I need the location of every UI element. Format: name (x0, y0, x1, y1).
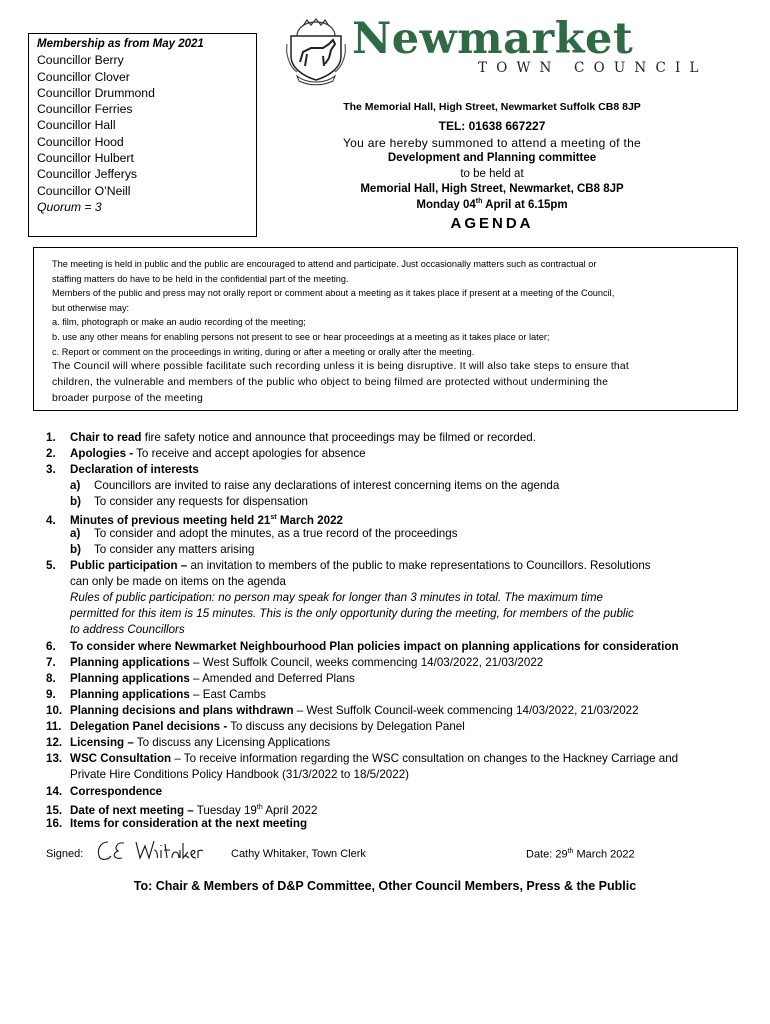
agenda-item: 1. Chair to read fire safety notice and announce that proceedings may be filmed or recorded. (46, 431, 536, 444)
quorum: Quorum = 3 (37, 199, 102, 214)
agenda-item: 3. Declaration of interests (46, 463, 199, 476)
agenda-item: 9. Planning applications – East Cambs (46, 688, 266, 701)
public-participation-rules: to address Councillors (70, 623, 185, 636)
agenda-item: 11. Delegation Panel decisions - To discuss any decisions by Delegation Panel (46, 720, 465, 733)
public-participation-rules: permitted for this item is 15 minutes. This is the only opportunity during the meeting, for members of the public (70, 607, 634, 620)
crest-horse-icon (283, 18, 349, 86)
agenda-item-continuation: can only be made on items on the agenda (70, 575, 286, 588)
notice-line: The Council will where possible facilitate such recording unless it is being disruptive. It will also take steps to ensure that (52, 361, 629, 373)
agenda-item: 10. Planning decisions and plans withdrawn – West Suffolk Council-week commencing 14/03/2022, 21/03/2022 (46, 704, 639, 717)
agenda-item: 8. Planning applications – Amended and Deferred Plans (46, 672, 355, 685)
membership-heading: Membership as from May 2021 (37, 38, 204, 50)
public-notice-box (33, 247, 738, 411)
signed-date: Date: 29th March 2022 (526, 848, 635, 861)
member-name: Councillor Hall (37, 118, 116, 133)
address: The Memorial Hall, High Street, Newmarket Suffolk CB8 8JP (343, 101, 641, 113)
agenda-title: AGENDA (450, 215, 534, 232)
notice-line: staffing matters do have to be held in the confidential part of the meeting. (52, 273, 349, 284)
agenda-item: 16. Items for consideration at the next meeting (46, 817, 308, 830)
signed-label: Signed: (46, 848, 84, 860)
membership-box (28, 33, 257, 237)
agenda-item: 7. Planning applications – West Suffolk Council, weeks commencing 14/03/2022, 21/03/2022 (46, 656, 544, 669)
telephone: TEL: 01638 667227 (438, 119, 546, 133)
agenda-subitem: b) To consider any requests for dispensation (70, 495, 308, 508)
member-name: Councillor Ferries (37, 102, 133, 117)
notice-line: c. Report or comment on the proceedings in writing, during or after a meeting or orally after the meeting. (52, 346, 475, 357)
agenda-item-continuation: Private Hire Conditions Policy Handbook (31/3/2022 to 18/5/2022) (70, 768, 409, 781)
agenda-item: 4. Minutes of previous meeting held 21st March 2022 (46, 513, 343, 527)
agenda-item: 6. To consider where Newmarket Neighbourhood Plan policies impact on planning applications for consideration (46, 640, 679, 653)
meeting-date: Monday 04th April at 6.15pm (416, 198, 568, 211)
agenda-item: 15. Date of next meeting – Tuesday 19th April 2022 (46, 803, 318, 817)
notice-line: Members of the public and press may not orally report or comment about a meeting as it takes place if present at a meeting of the Council, (52, 288, 615, 299)
brand-subtitle: TOWN COUNCIL (478, 60, 708, 76)
agenda-item: 2. Apologies - To receive and accept apologies for absence (46, 447, 366, 460)
venue: Memorial Hall, High Street, Newmarket, CB8 8JP (360, 183, 624, 195)
agenda-subitem: a) To consider and adopt the minutes, as a true record of the proceedings (70, 527, 458, 540)
member-name: Councillor Hulbert (37, 151, 134, 166)
signer-name: Cathy Whitaker, Town Clerk (231, 848, 366, 860)
handwritten-signature (94, 836, 206, 866)
member-name: Councillor Jefferys (37, 167, 138, 182)
agenda-item: 12. Licensing – To discuss any Licensing Applications (46, 736, 331, 749)
agenda-subitem: b) To consider any matters arising (70, 543, 255, 556)
notice-line: but otherwise may: (52, 302, 130, 313)
member-name: Councillor Berry (37, 53, 124, 68)
notice-line: b. use any other means for enabling persons not present to see or hear proceedings at a meeting as it takes place or later; (52, 331, 550, 342)
summons-text: You are hereby summoned to attend a meeting of the (342, 136, 642, 150)
held-at-text: to be held at (460, 168, 524, 180)
distribution-footer: To: Chair & Members of D&P Committee, Other Council Members, Press & the Public (133, 879, 637, 893)
agenda-item: 5. Public participation – an invitation to members of the public to make representations to Councillors. Resolutions (46, 559, 651, 572)
committee-name: Development and Planning committee (387, 152, 597, 164)
notice-line: broader purpose of the meeting (52, 393, 203, 405)
member-name: Councillor O’Neill (37, 183, 131, 198)
member-name: Councillor Clover (37, 69, 130, 84)
notice-line: The meeting is held in public and the public are encouraged to attend and participate. Just occasionally matters such as contractual or (52, 259, 597, 269)
agenda-item: 14. Correspondence (46, 785, 163, 798)
agenda-subitem: a) Councillors are invited to raise any declarations of interest concerning items on the agenda (70, 479, 560, 492)
agenda-item: 13. WSC Consultation – To receive information regarding the WSC consultation on changes to the Hackney Carriage and (46, 752, 679, 765)
member-name: Councillor Drummond (37, 85, 155, 100)
notice-line: a. film, photograph or make an audio recording of the meeting; (52, 317, 306, 328)
public-participation-rules: Rules of public participation: no person may speak for longer than 3 minutes in total. The maximum time (70, 591, 603, 604)
member-name: Councillor Hood (37, 134, 124, 149)
notice-line: children, the vulnerable and members of the public who object to being filmed are protected without undermining the (52, 377, 609, 389)
brand-name: Newmarket (352, 14, 634, 64)
